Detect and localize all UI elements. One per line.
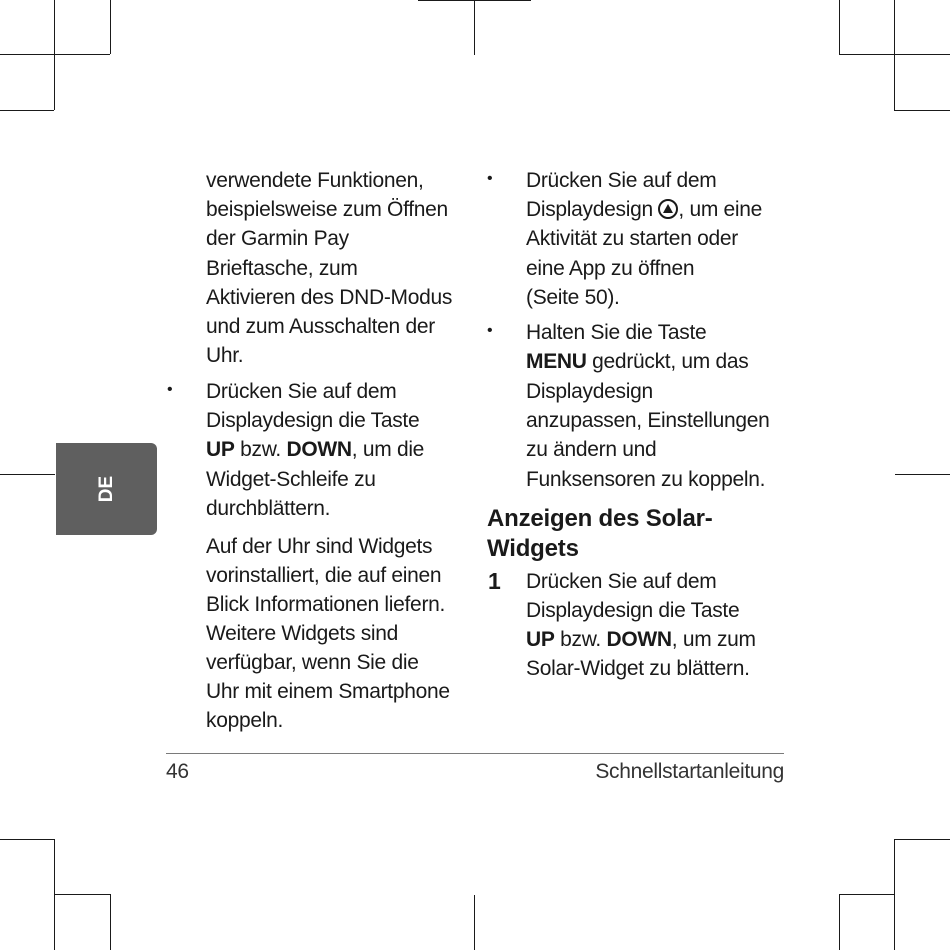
- bullet-text-line: Funksensoren zu koppeln.: [526, 468, 766, 491]
- page-number: 46: [166, 760, 189, 783]
- key-down-label: DOWN: [606, 628, 672, 651]
- continuation-line: beispielsweise zum Öffnen: [206, 198, 448, 221]
- bullet-text-line: anzupassen, Einstellungen: [526, 409, 770, 432]
- step-number: 1: [488, 568, 501, 594]
- paragraph-line: Weitere Widgets sind: [206, 622, 399, 645]
- key-up-label: UP: [206, 438, 235, 461]
- footer-title: Schnellstartanleitung: [595, 760, 784, 783]
- bullet-text-line: Halten Sie die Taste: [526, 321, 707, 344]
- continuation-line: Uhr.: [206, 344, 244, 367]
- bullet-text-line: [526, 195, 762, 224]
- bullet-text-line: [206, 435, 424, 464]
- key-up-label: UP: [526, 628, 555, 651]
- bullet-text-line: Drücken Sie auf dem: [206, 380, 397, 403]
- language-tab-label: DE: [95, 475, 117, 503]
- bullet-text-line: Drücken Sie auf dem: [526, 169, 717, 192]
- paragraph-line: koppeln.: [206, 709, 283, 732]
- bullet-text-line: Aktivität zu starten oder: [526, 227, 738, 250]
- key-down-label: DOWN: [286, 438, 352, 461]
- continuation-line: verwendete Funktionen,: [206, 169, 424, 192]
- step-text-line: Solar-Widget zu blättern.: [526, 657, 750, 680]
- bzw-text: bzw.: [554, 628, 607, 651]
- bullet-text-line: [526, 347, 748, 376]
- page-reference: (Seite 50).: [526, 286, 620, 309]
- step-text-line: Displaydesign die Taste: [526, 599, 740, 622]
- bullet-marker: •: [487, 322, 493, 339]
- continuation-line: der Garmin Pay: [206, 227, 349, 250]
- bullet-marker: •: [487, 170, 493, 187]
- footer-divider: [166, 753, 784, 754]
- paragraph-line: Uhr mit einem Smartphone: [206, 680, 450, 703]
- bullet-text-line: Displaydesign die Taste: [206, 409, 420, 432]
- bullet-text-rest: gedrückt, um das: [586, 350, 749, 373]
- paragraph-line: vorinstalliert, die auf einen: [206, 564, 442, 587]
- paragraph-line: Blick Informationen liefern.: [206, 593, 446, 616]
- bullet-text-line: zu ändern und: [526, 438, 657, 461]
- bullet-marker: •: [167, 381, 173, 398]
- bullet-text-rest: , um die: [351, 438, 425, 461]
- start-button-icon: [658, 199, 678, 219]
- bullet-text-line: durchblättern.: [206, 497, 331, 520]
- continuation-line: und zum Ausschalten der: [206, 315, 435, 338]
- bullet-text-line: Widget-Schleife zu: [206, 468, 376, 491]
- bullet-text-line: eine App zu öffnen: [526, 257, 695, 280]
- language-tab: [56, 443, 157, 535]
- paragraph-line: Auf der Uhr sind Widgets: [206, 535, 433, 558]
- step-text-line: [526, 625, 756, 654]
- section-heading-line: Widgets: [487, 535, 579, 562]
- paragraph-line: verfügbar, wenn Sie die: [206, 651, 419, 674]
- step-text-rest: , um zum: [671, 628, 756, 651]
- section-heading-line: Anzeigen des Solar-: [487, 505, 713, 532]
- bullet-text-post: , um eine: [678, 198, 763, 221]
- continuation-line: Aktivieren des DND-Modus: [206, 286, 453, 309]
- continuation-line: Brieftasche, zum: [206, 257, 358, 280]
- bzw-text: bzw.: [234, 438, 287, 461]
- step-text-line: Drücken Sie auf dem: [526, 570, 717, 593]
- bullet-text-pre: Displaydesign: [526, 198, 659, 221]
- bullet-text-line: Displaydesign: [526, 380, 653, 403]
- key-menu-label: MENU: [526, 350, 587, 373]
